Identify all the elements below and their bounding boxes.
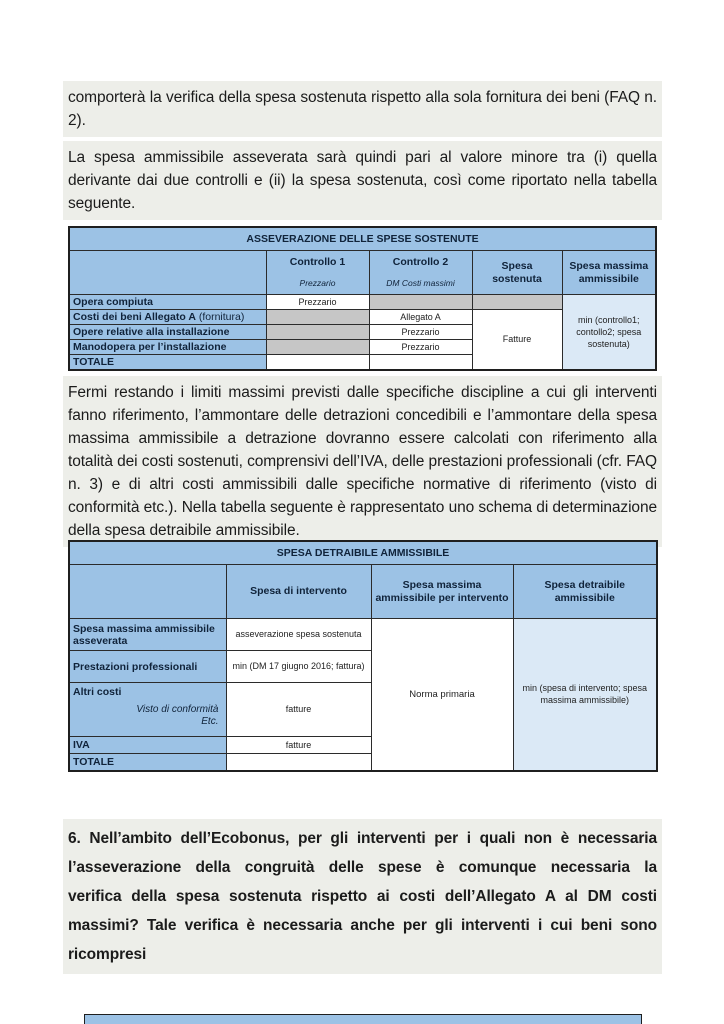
table2-row-label: IVA [69, 737, 226, 754]
table2-header-massima: Spesa massima ammissibile per intervento [371, 565, 513, 619]
table2-row-sublabel2: Etc. [201, 716, 219, 727]
table1-header-controllo1 [266, 251, 369, 295]
table1-header-controllo2 [369, 251, 472, 295]
table1-cell-controllo1: Prezzario [266, 295, 369, 310]
table2-row-label: Spesa massima ammissibile asseverata [69, 619, 226, 651]
table1-cell-controllo2: Prezzario [369, 340, 472, 355]
table2-row-label-totale: TOTALE [69, 754, 226, 771]
table1-row-label-normal: (fornitura) [195, 311, 245, 323]
table1-header-controllo1-label: Controllo 1 [289, 255, 346, 268]
table1-header-spesa-massima: Spesa massima ammissibile [562, 251, 656, 295]
table2-row-sublabel1: Visto di conformità [136, 704, 219, 715]
paragraph-fermi-restando: Fermi restando i limiti massimi previsti dalle specifiche discipline a cui gli interventi fanno riferimento, l’ammontare delle detrazioni concedibili e l’ammontare della spesa massima ammissibile a detrazione dovranno essere calcolati con riferimento alla totalità dei costi sostenuti, comprensivi dell’IVA, delle prestazioni professionali (cfr. FAQ n. 3) e di altri costi ammissibili dalle specifiche normative di riferimento (visto di conformità etc.). Nella tabella seguente è rappresentato uno schema di determinazione della spesa detraibile ammissibile. [68, 381, 657, 542]
table1-row-label: Opera compiuta [69, 295, 266, 310]
table1-row-label-bold: Costi dei beni Allegato A [73, 311, 196, 323]
table2-header-intervento: Spesa di intervento [226, 565, 371, 619]
table2-cell-detraibile-merged: min (spesa di intervento; spesa massima ammissibile) [513, 619, 657, 771]
table2-header-detraibile: Spesa detraibile ammissibile [513, 565, 657, 619]
table2-cell-intervento: fatture [226, 683, 371, 737]
table-row [69, 619, 657, 651]
table1-cell-fatture-merged: Fatture [472, 310, 562, 370]
table1-cell-controllo1-gray [266, 310, 369, 325]
table1-cell-spesa-massima-merged: min (controllo1; contollo2; spesa sostenuta) [562, 295, 656, 370]
table1-header-empty [69, 251, 266, 295]
table1-row-label [69, 310, 266, 325]
table2-cell-intervento: asseverazione spesa sostenuta [226, 619, 371, 651]
table1-cell-controllo2-gray [369, 295, 472, 310]
table2-cell-intervento [226, 754, 371, 771]
table1-title: ASSEVERAZIONE DELLE SPESE SOSTENUTE [69, 227, 656, 251]
table2-row-label-bold: Altri costi [73, 686, 122, 698]
table2-header-empty [69, 565, 226, 619]
table1-cell-controllo1-gray [266, 340, 369, 355]
table1-header-spesa-sostenuta: Spesa sostenuta [472, 251, 562, 295]
table2-cell-intervento: min (DM 17 giugno 2016; fattura) [226, 651, 371, 683]
table1-row-label: Manodopera per l’installazione [69, 340, 266, 355]
table1-row-label: Opere relative alla installazione [69, 325, 266, 340]
table-asseverazione-spese [68, 226, 657, 371]
paragraph-spesa-ammissibile: La spesa ammissibile asseverata sarà quindi pari al valore minore tra (i) quella derivante dai due controlli e (ii) la spesa sostenuta, così come riportato nella tabella seguente. [68, 146, 657, 215]
table1-cell-controllo2: Allegato A [369, 310, 472, 325]
paragraph-intro: comporterà la verifica della spesa sostenuta rispetto alla sola fornitura dei beni (FAQ n. 2). [68, 86, 657, 132]
table1-cell-controllo2 [369, 355, 472, 370]
table2-title: SPESA DETRAIBILE AMMISSIBILE [69, 541, 657, 565]
table1-cell-controllo1-gray [266, 325, 369, 340]
table1-header-controllo1-sub: Prezzario [299, 277, 336, 288]
table1-header-controllo2-sub: DM Costi massimi [386, 277, 455, 288]
paragraph-question-6: 6. Nell’ambito dell’Ecobonus, per gli interventi per i quali non è necessaria l’asseverazione della congruità delle spese è comunque necessaria la verifica della spesa sostenuta rispetto ai costi dell’Allegato A al DM costi massimi? Tale verifica è necessaria anche per gli interventi i cui beni sono ricompresi [68, 824, 657, 969]
table2-row-label-altri-costi [69, 683, 226, 737]
table-row [69, 295, 656, 310]
next-page-table-edge [84, 1014, 642, 1024]
table1-cell-controllo2: Prezzario [369, 325, 472, 340]
table1-cell-controllo1 [266, 355, 369, 370]
table1-header-controllo2-label: Controllo 2 [392, 255, 449, 268]
table-spesa-detraibile [68, 540, 658, 772]
table2-cell-norma-merged: Norma primaria [371, 619, 513, 771]
table2-cell-intervento: fatture [226, 737, 371, 754]
table1-row-label-totale: TOTALE [69, 355, 266, 370]
table1-cell-sostenuta-gray [472, 295, 562, 310]
table2-row-label: Prestazioni professionali [69, 651, 226, 683]
